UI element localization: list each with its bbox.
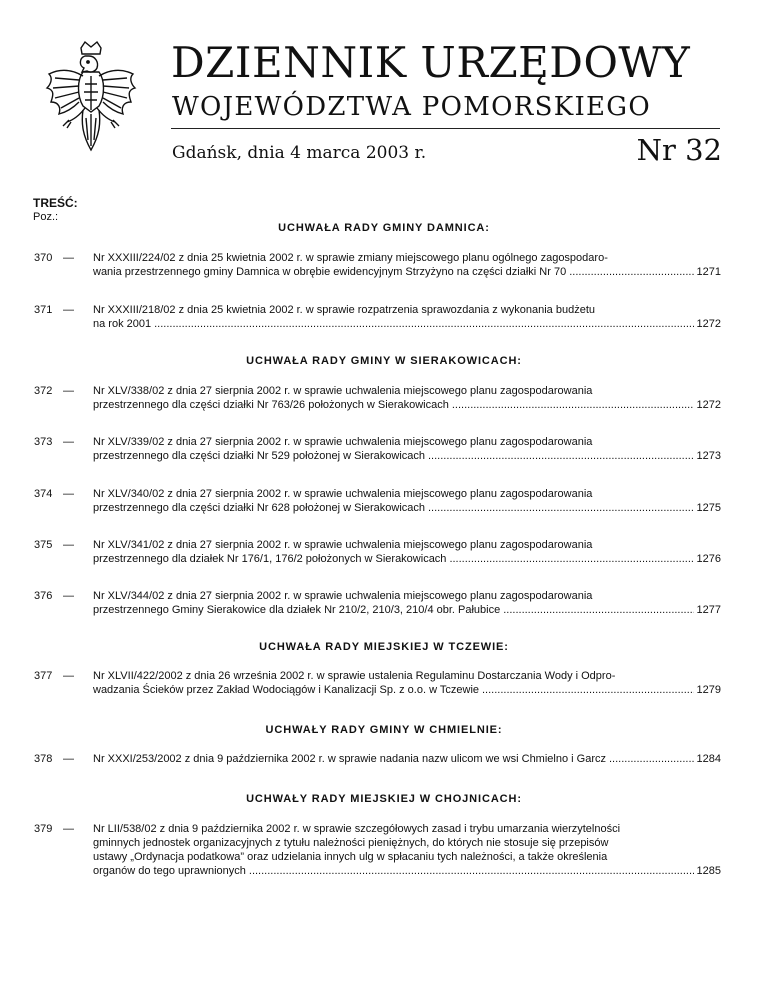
- toc-entry[interactable]: [34, 384, 721, 412]
- entry-page-number: 1279: [696, 684, 721, 696]
- entry-text-line: Nr LII/538/02 z dnia 9 października 2002 r. w sprawie szczegółowych zasad i trybu umarzania wierzytelności: [93, 823, 621, 835]
- entry-page-number: 1272: [696, 399, 721, 411]
- entry-text-line: Nr XLV/344/02 z dnia 27 sierpnia 2002 r. w sprawie uchwalenia miejscowego planu zagospodarowania: [93, 590, 593, 602]
- entry-dash: —: [63, 304, 74, 316]
- journal-title: DZIENNIK URZĘDOWY: [171, 38, 691, 87]
- entry-text-line: ustawy „Ordynacja podatkowa” oraz udzielania innych ulg w spłacaniu tych należności, a także określenia: [93, 851, 608, 863]
- toc-entry[interactable]: [34, 538, 721, 566]
- entry-text-line: organów do tego uprawnionych: [93, 865, 246, 877]
- entry-dash: —: [63, 590, 74, 602]
- entry-dash: —: [63, 539, 74, 551]
- entry-number: 379: [34, 823, 53, 835]
- polish-eagle-emblem-icon: [43, 40, 139, 154]
- header-rule: [171, 128, 720, 129]
- leader-dots: [609, 752, 694, 766]
- entry-page-number: 1276: [696, 553, 721, 565]
- entry-text-line: wania przestrzennego gminy Damnica w obrębie ewidencyjnym Strzyżyno na części działki Nr 70: [93, 266, 567, 278]
- entry-text-line: gminnych jednostek organizacyjnych z tytułu należności pieniężnych, do których nie stosuje się przepisów: [93, 837, 609, 849]
- entry-number: 376: [34, 590, 53, 602]
- toc-entry[interactable]: [34, 251, 721, 279]
- leader-dots: [503, 603, 693, 617]
- leader-dots: [449, 552, 693, 566]
- entry-number: 373: [34, 436, 53, 448]
- journal-subtitle: WOJEWÓDZTWA POMORSKIEGO: [172, 92, 651, 122]
- section-heading: UCHWAŁY RADY MIEJSKIEJ W CHOJNICACH:: [246, 793, 522, 805]
- entry-text-line: Nr XLV/341/02 z dnia 27 sierpnia 2002 r. w sprawie uchwalenia miejscowego planu zagospodarowania: [93, 539, 593, 551]
- toc-entry[interactable]: [34, 752, 721, 766]
- date-line: Gdańsk, dnia 4 marca 2003 r.: [172, 143, 427, 163]
- entry-dash: —: [63, 670, 74, 682]
- toc-entry[interactable]: [34, 822, 721, 878]
- leader-dots: [428, 501, 694, 515]
- entry-dash: —: [63, 488, 74, 500]
- entry-dash: —: [63, 823, 74, 835]
- entry-text-line: przestrzennego Gminy Sierakowice dla działek Nr 210/2, 210/3, 210/4 obr. Pałubice: [93, 604, 501, 616]
- leader-dots: [482, 683, 694, 697]
- leader-dots: [428, 449, 694, 463]
- entry-number: 372: [34, 385, 53, 397]
- entry-text-line: na rok 2001: [93, 318, 152, 330]
- entry-text-line: Nr XXXIII/218/02 z dnia 25 kwietnia 2002 r. w sprawie rozpatrzenia sprawozdania z wykonania budżetu: [93, 304, 596, 316]
- contents-heading: TREŚĆ:: [33, 196, 78, 210]
- entry-dash: —: [63, 753, 74, 765]
- entry-text-line: Nr XXXI/253/2002 z dnia 9 października 2002 r. w sprawie nadania nazw ulicom we wsi Chmielno i Garcz: [93, 753, 606, 765]
- entry-number: 374: [34, 488, 53, 500]
- entry-dash: —: [63, 252, 74, 264]
- entry-dash: —: [63, 436, 74, 448]
- entry-page-number: 1273: [696, 450, 721, 462]
- entry-page-number: 1275: [696, 502, 721, 514]
- entry-number: 371: [34, 304, 53, 316]
- position-label: Poz.:: [33, 211, 59, 223]
- entry-text-line: przestrzennego dla części działki Nr 529 położonej w Sierakowicach: [93, 450, 425, 462]
- leader-dots: [569, 265, 693, 279]
- entry-page-number: 1272: [696, 318, 721, 330]
- entry-text-line: przestrzennego dla działek Nr 176/1, 176/2 położonych w Sierakowicach: [93, 553, 447, 565]
- entry-text-line: Nr XLV/338/02 z dnia 27 sierpnia 2002 r. w sprawie uchwalenia miejscowego planu zagospodarowania: [93, 385, 593, 397]
- toc-entry[interactable]: [34, 303, 721, 331]
- section-heading: UCHWAŁA RADY GMINY W SIERAKOWICACH:: [246, 355, 522, 367]
- entry-text-line: Nr XLV/339/02 z dnia 27 sierpnia 2002 r. w sprawie uchwalenia miejscowego planu zagospodarowania: [93, 436, 593, 448]
- leader-dots: [249, 864, 694, 878]
- entry-number: 375: [34, 539, 53, 551]
- toc-entry[interactable]: [34, 589, 721, 617]
- entry-text-line: Nr XLV/340/02 z dnia 27 sierpnia 2002 r. w sprawie uchwalenia miejscowego planu zagospodarowania: [93, 488, 593, 500]
- entry-page-number: 1285: [696, 865, 721, 877]
- toc-entry[interactable]: [34, 669, 721, 697]
- entry-page-number: 1277: [696, 604, 721, 616]
- entry-page-number: 1271: [696, 266, 721, 278]
- entry-number: 370: [34, 252, 53, 264]
- toc-entry[interactable]: [34, 435, 721, 463]
- issue-number: Nr 32: [636, 133, 722, 167]
- entry-page-number: 1284: [696, 753, 721, 765]
- section-heading: UCHWAŁA RADY GMINY DAMNICA:: [278, 222, 490, 234]
- section-heading: UCHWAŁA RADY MIEJSKIEJ W TCZEWIE:: [259, 641, 509, 653]
- leader-dots: [452, 398, 694, 412]
- entry-number: 377: [34, 670, 53, 682]
- entry-text-line: przestrzennego dla części działki Nr 628 położonej w Sierakowicach: [93, 502, 425, 514]
- section-heading: UCHWAŁY RADY GMINY W CHMIELNIE:: [265, 724, 503, 736]
- leader-dots: [154, 317, 693, 331]
- toc-entry[interactable]: [34, 487, 721, 515]
- entry-number: 378: [34, 753, 53, 765]
- entry-text-line: Nr XXXIII/224/02 z dnia 25 kwietnia 2002 r. w sprawie zmiany miejscowego planu ogólnego zagospodaro-: [93, 252, 608, 264]
- entry-text-line: przestrzennego dla części działki Nr 763/26 położonych w Sierakowicach: [93, 399, 449, 411]
- entry-text-line: wadzania Ścieków przez Zakład Wodociągów i Kanalizacji Sp. z o.o. w Tczewie: [93, 684, 479, 696]
- entry-dash: —: [63, 385, 74, 397]
- entry-text-line: Nr XLVII/422/2002 z dnia 26 września 2002 r. w sprawie ustalenia Regulaminu Dostarczania Wody i Odpro-: [93, 670, 616, 682]
